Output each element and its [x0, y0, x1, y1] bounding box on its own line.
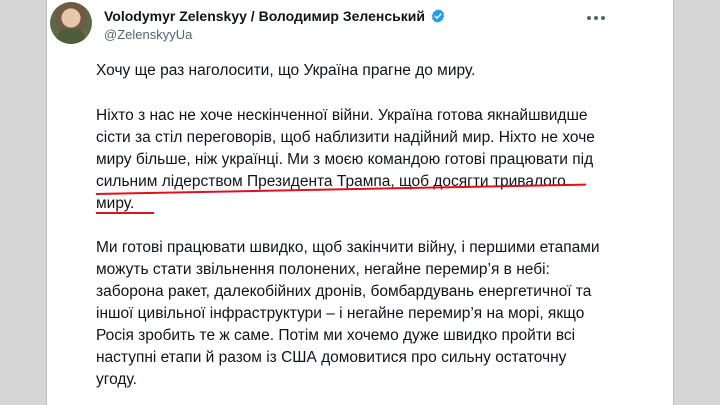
post-text-line: можуть стати звільнення полонених, негайне перемир’я в небі: — [96, 261, 550, 278]
post-text-line: іншої цивільної інфраструктури – і негайне перемир’я на морі, якщо — [96, 305, 585, 322]
highlight-underline — [96, 212, 154, 214]
post-text-line: наступні етапи й разом із США домовитися про сильну остаточну — [96, 349, 567, 366]
author-display-name[interactable]: Volodymyr Zelenskyy / Володимир Зеленський — [104, 8, 425, 24]
more-icon[interactable] — [586, 8, 606, 26]
verified-badge-icon — [430, 8, 446, 24]
post-text-line: Хочу ще раз наголосити, що Україна прагне до миру. — [96, 62, 476, 79]
post-text-line: Росія зробить те ж саме. Потім ми хочемо дуже швидко пройти всі — [96, 327, 576, 344]
post-text-line: сісти за стіл переговорів, щоб наблизити надійний мир. Ніхто не хоче — [96, 129, 595, 146]
author-handle[interactable]: @ZelenskyyUa — [104, 27, 193, 42]
post-paragraph-1 — [96, 60, 636, 82]
post-text-line: миру більше, ніж українці. Ми з моєю командою готові працювати під — [96, 151, 594, 168]
post-text-line: угоду. — [96, 371, 137, 388]
post-text-line: заборона ракет, далекобійних дронів, бомбардувань енергетичної та — [96, 283, 592, 300]
post-text-line: Ми готові працювати швидко, щоб закінчити війну, і першими етапами — [96, 239, 600, 256]
post-paragraph-3 — [96, 237, 636, 391]
post-text-line-highlighted: сильним лідерством Президента Трампа, щоб досягти тривалого — [96, 173, 566, 190]
avatar[interactable] — [50, 2, 92, 44]
post-paragraph-2 — [96, 105, 636, 215]
author-name-row — [104, 6, 446, 26]
post-text-line: Ніхто з нас не хоче нескінченної війни. Україна готова якнайшвидше — [96, 107, 588, 124]
post-text-line-highlighted: миру. — [96, 195, 135, 212]
